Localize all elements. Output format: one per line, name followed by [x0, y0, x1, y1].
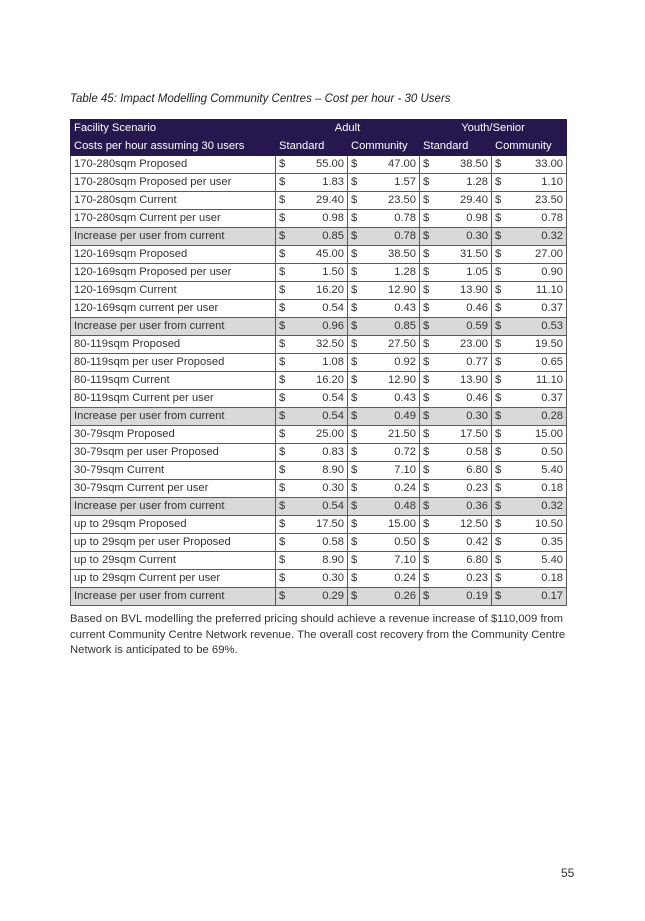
value-cell: 45.00: [293, 246, 348, 264]
table-row: [71, 228, 567, 246]
value-cell: 0.53: [509, 318, 567, 336]
currency-symbol: $: [492, 570, 509, 588]
currency-symbol: $: [276, 498, 293, 516]
value-cell: 21.50: [365, 426, 420, 444]
row-label: Increase per user from current: [71, 318, 276, 336]
currency-symbol: $: [492, 300, 509, 318]
currency-symbol: $: [420, 282, 437, 300]
page-number: 55: [561, 866, 575, 880]
currency-symbol: $: [276, 480, 293, 498]
currency-symbol: $: [420, 174, 437, 192]
row-label: 80-119sqm Proposed: [71, 336, 276, 354]
value-cell: 0.98: [293, 210, 348, 228]
currency-symbol: $: [492, 372, 509, 390]
table-row: [71, 282, 567, 300]
row-label: 30-79sqm Current: [71, 462, 276, 480]
value-cell: 0.54: [293, 390, 348, 408]
row-label: 80-119sqm Current per user: [71, 390, 276, 408]
table-row: [71, 534, 567, 552]
currency-symbol: $: [276, 408, 293, 426]
currency-symbol: $: [492, 534, 509, 552]
table-row: [71, 498, 567, 516]
value-cell: 7.10: [365, 462, 420, 480]
table-row: [71, 444, 567, 462]
currency-symbol: $: [420, 444, 437, 462]
currency-symbol: $: [492, 282, 509, 300]
value-cell: 0.92: [365, 354, 420, 372]
currency-symbol: $: [492, 552, 509, 570]
currency-symbol: $: [492, 408, 509, 426]
row-label: 120-169sqm current per user: [71, 300, 276, 318]
value-cell: 0.78: [365, 210, 420, 228]
table-row: [71, 516, 567, 534]
value-cell: 0.58: [293, 534, 348, 552]
row-label: 120-169sqm Proposed: [71, 246, 276, 264]
table-row: [71, 570, 567, 588]
currency-symbol: $: [492, 228, 509, 246]
currency-symbol: $: [420, 498, 437, 516]
currency-symbol: $: [492, 210, 509, 228]
row-label: 120-169sqm Current: [71, 282, 276, 300]
currency-symbol: $: [492, 390, 509, 408]
currency-symbol: $: [348, 462, 365, 480]
currency-symbol: $: [420, 264, 437, 282]
currency-symbol: $: [348, 444, 365, 462]
row-label: Increase per user from current: [71, 408, 276, 426]
value-cell: 0.96: [293, 318, 348, 336]
header-youth-community: Community: [492, 138, 567, 156]
row-label: up to 29sqm per user Proposed: [71, 534, 276, 552]
currency-symbol: $: [276, 552, 293, 570]
value-cell: 11.10: [509, 282, 567, 300]
currency-symbol: $: [276, 462, 293, 480]
value-cell: 0.29: [293, 588, 348, 606]
value-cell: 27.50: [365, 336, 420, 354]
row-label: 170-280sqm Proposed: [71, 156, 276, 174]
header-adult-community: Community: [348, 138, 420, 156]
value-cell: 1.57: [365, 174, 420, 192]
value-cell: 0.24: [365, 480, 420, 498]
currency-symbol: $: [420, 228, 437, 246]
value-cell: 0.50: [509, 444, 567, 462]
value-cell: 38.50: [437, 156, 492, 174]
value-cell: 17.50: [293, 516, 348, 534]
currency-symbol: $: [420, 588, 437, 606]
table-row: [71, 354, 567, 372]
currency-symbol: $: [420, 336, 437, 354]
currency-symbol: $: [420, 210, 437, 228]
currency-symbol: $: [348, 336, 365, 354]
currency-symbol: $: [348, 534, 365, 552]
value-cell: 15.00: [509, 426, 567, 444]
currency-symbol: $: [492, 516, 509, 534]
value-cell: 0.46: [437, 300, 492, 318]
value-cell: 12.50: [437, 516, 492, 534]
value-cell: 0.77: [437, 354, 492, 372]
value-cell: 0.98: [437, 210, 492, 228]
value-cell: 1.05: [437, 264, 492, 282]
value-cell: 29.40: [437, 192, 492, 210]
table-row: [71, 264, 567, 282]
currency-symbol: $: [348, 264, 365, 282]
currency-symbol: $: [276, 354, 293, 372]
value-cell: 8.90: [293, 462, 348, 480]
currency-symbol: $: [492, 480, 509, 498]
currency-symbol: $: [276, 426, 293, 444]
value-cell: 29.40: [293, 192, 348, 210]
value-cell: 0.37: [509, 390, 567, 408]
row-label: 30-79sqm Current per user: [71, 480, 276, 498]
value-cell: 1.10: [509, 174, 567, 192]
currency-symbol: $: [348, 498, 365, 516]
row-label: 80-119sqm Current: [71, 372, 276, 390]
currency-symbol: $: [420, 570, 437, 588]
value-cell: 1.50: [293, 264, 348, 282]
table-row: [71, 246, 567, 264]
value-cell: 0.78: [509, 210, 567, 228]
table-row: [71, 408, 567, 426]
value-cell: 0.32: [509, 498, 567, 516]
value-cell: 1.28: [365, 264, 420, 282]
table-caption: Table 45: Impact Modelling Community Centres – Cost per hour - 30 Users: [70, 93, 451, 105]
value-cell: 16.20: [293, 282, 348, 300]
header-youth-senior: Youth/Senior: [420, 120, 567, 138]
header-facility-scenario: Facility Scenario: [71, 120, 276, 138]
table-row: [71, 588, 567, 606]
currency-symbol: $: [348, 300, 365, 318]
row-label: 30-79sqm Proposed: [71, 426, 276, 444]
value-cell: 0.37: [509, 300, 567, 318]
value-cell: 0.24: [365, 570, 420, 588]
table-row: [71, 318, 567, 336]
currency-symbol: $: [276, 156, 293, 174]
value-cell: 0.65: [509, 354, 567, 372]
header-youth-standard: Standard: [420, 138, 492, 156]
table-row: [71, 462, 567, 480]
currency-symbol: $: [420, 462, 437, 480]
value-cell: 0.85: [293, 228, 348, 246]
currency-symbol: $: [492, 264, 509, 282]
currency-symbol: $: [348, 282, 365, 300]
value-cell: 10.50: [509, 516, 567, 534]
currency-symbol: $: [492, 426, 509, 444]
value-cell: 0.59: [437, 318, 492, 336]
table-row: [71, 372, 567, 390]
cost-per-hour-table: [70, 119, 567, 606]
value-cell: 0.43: [365, 390, 420, 408]
value-cell: 1.08: [293, 354, 348, 372]
value-cell: 0.18: [509, 570, 567, 588]
value-cell: 33.00: [509, 156, 567, 174]
value-cell: 13.90: [437, 372, 492, 390]
value-cell: 25.00: [293, 426, 348, 444]
value-cell: 0.30: [437, 228, 492, 246]
value-cell: 0.28: [509, 408, 567, 426]
row-label: Increase per user from current: [71, 498, 276, 516]
value-cell: 0.54: [293, 498, 348, 516]
value-cell: 0.54: [293, 300, 348, 318]
currency-symbol: $: [276, 210, 293, 228]
currency-symbol: $: [420, 300, 437, 318]
currency-symbol: $: [276, 174, 293, 192]
header-row-groups: [71, 120, 567, 138]
currency-symbol: $: [492, 192, 509, 210]
table-row: [71, 552, 567, 570]
currency-symbol: $: [348, 516, 365, 534]
currency-symbol: $: [348, 246, 365, 264]
row-label: 80-119sqm per user Proposed: [71, 354, 276, 372]
value-cell: 31.50: [437, 246, 492, 264]
value-cell: 23.00: [437, 336, 492, 354]
value-cell: 1.83: [293, 174, 348, 192]
currency-symbol: $: [348, 552, 365, 570]
currency-symbol: $: [348, 390, 365, 408]
value-cell: 15.00: [365, 516, 420, 534]
table-row: [71, 300, 567, 318]
currency-symbol: $: [348, 210, 365, 228]
currency-symbol: $: [348, 318, 365, 336]
currency-symbol: $: [420, 480, 437, 498]
row-label: 30-79sqm per user Proposed: [71, 444, 276, 462]
row-label: Increase per user from current: [71, 228, 276, 246]
value-cell: 0.35: [509, 534, 567, 552]
value-cell: 0.48: [365, 498, 420, 516]
value-cell: 13.90: [437, 282, 492, 300]
currency-symbol: $: [492, 174, 509, 192]
value-cell: 23.50: [509, 192, 567, 210]
value-cell: 0.43: [365, 300, 420, 318]
value-cell: 0.23: [437, 480, 492, 498]
table-row: [71, 390, 567, 408]
currency-symbol: $: [348, 570, 365, 588]
value-cell: 19.50: [509, 336, 567, 354]
value-cell: 0.49: [365, 408, 420, 426]
value-cell: 38.50: [365, 246, 420, 264]
value-cell: 0.50: [365, 534, 420, 552]
row-label: 120-169sqm Proposed per user: [71, 264, 276, 282]
value-cell: 23.50: [365, 192, 420, 210]
row-label: 170-280sqm Current: [71, 192, 276, 210]
currency-symbol: $: [348, 228, 365, 246]
table-row: [71, 480, 567, 498]
currency-symbol: $: [348, 156, 365, 174]
table-row: [71, 174, 567, 192]
currency-symbol: $: [420, 390, 437, 408]
value-cell: 0.18: [509, 480, 567, 498]
currency-symbol: $: [420, 552, 437, 570]
currency-symbol: $: [348, 588, 365, 606]
value-cell: 12.90: [365, 372, 420, 390]
header-adult: Adult: [276, 120, 420, 138]
currency-symbol: $: [420, 156, 437, 174]
value-cell: 7.10: [365, 552, 420, 570]
currency-symbol: $: [276, 228, 293, 246]
table-row: [71, 210, 567, 228]
table-row: [71, 192, 567, 210]
value-cell: 0.26: [365, 588, 420, 606]
value-cell: 0.17: [509, 588, 567, 606]
value-cell: 0.23: [437, 570, 492, 588]
value-cell: 0.42: [437, 534, 492, 552]
value-cell: 0.46: [437, 390, 492, 408]
table-body: [71, 120, 567, 606]
row-label: up to 29sqm Proposed: [71, 516, 276, 534]
currency-symbol: $: [492, 246, 509, 264]
row-label: up to 29sqm Current: [71, 552, 276, 570]
value-cell: 5.40: [509, 552, 567, 570]
value-cell: 0.90: [509, 264, 567, 282]
value-cell: 47.00: [365, 156, 420, 174]
currency-symbol: $: [276, 372, 293, 390]
currency-symbol: $: [276, 192, 293, 210]
value-cell: 0.32: [509, 228, 567, 246]
value-cell: 0.30: [293, 570, 348, 588]
currency-symbol: $: [276, 588, 293, 606]
value-cell: 12.90: [365, 282, 420, 300]
currency-symbol: $: [420, 426, 437, 444]
currency-symbol: $: [420, 516, 437, 534]
currency-symbol: $: [492, 336, 509, 354]
currency-symbol: $: [348, 372, 365, 390]
table-row: [71, 426, 567, 444]
currency-symbol: $: [348, 426, 365, 444]
currency-symbol: $: [348, 408, 365, 426]
value-cell: 55.00: [293, 156, 348, 174]
currency-symbol: $: [420, 192, 437, 210]
row-label: Increase per user from current: [71, 588, 276, 606]
currency-symbol: $: [276, 570, 293, 588]
currency-symbol: $: [420, 246, 437, 264]
value-cell: 0.78: [365, 228, 420, 246]
currency-symbol: $: [492, 354, 509, 372]
currency-symbol: $: [492, 498, 509, 516]
row-label: 170-280sqm Proposed per user: [71, 174, 276, 192]
value-cell: 32.50: [293, 336, 348, 354]
currency-symbol: $: [420, 408, 437, 426]
currency-symbol: $: [276, 264, 293, 282]
currency-symbol: $: [348, 354, 365, 372]
currency-symbol: $: [348, 192, 365, 210]
header-row-subgroups: [71, 138, 567, 156]
currency-symbol: $: [276, 336, 293, 354]
currency-symbol: $: [276, 534, 293, 552]
currency-symbol: $: [276, 300, 293, 318]
currency-symbol: $: [348, 480, 365, 498]
value-cell: 6.80: [437, 552, 492, 570]
currency-symbol: $: [276, 318, 293, 336]
row-label: up to 29sqm Current per user: [71, 570, 276, 588]
currency-symbol: $: [492, 318, 509, 336]
currency-symbol: $: [276, 516, 293, 534]
value-cell: 11.10: [509, 372, 567, 390]
value-cell: 1.28: [437, 174, 492, 192]
value-cell: 0.83: [293, 444, 348, 462]
summary-paragraph: Based on BVL modelling the preferred pricing should achieve a revenue increase of $110,009 from current Community Centre Network revenue. The overall cost recovery from the Community Centre Network is anticipated to be 69%.: [70, 613, 566, 656]
value-cell: 0.19: [437, 588, 492, 606]
header-costs-per-hour: Costs per hour assuming 30 users: [71, 138, 276, 156]
currency-symbol: $: [348, 174, 365, 192]
currency-symbol: $: [420, 372, 437, 390]
currency-symbol: $: [492, 156, 509, 174]
value-cell: 0.30: [293, 480, 348, 498]
currency-symbol: $: [420, 318, 437, 336]
currency-symbol: $: [276, 444, 293, 462]
value-cell: 0.30: [437, 408, 492, 426]
currency-symbol: $: [492, 462, 509, 480]
row-label: 170-280sqm Current per user: [71, 210, 276, 228]
table-row: [71, 156, 567, 174]
currency-symbol: $: [276, 390, 293, 408]
value-cell: 8.90: [293, 552, 348, 570]
value-cell: 0.85: [365, 318, 420, 336]
value-cell: 0.72: [365, 444, 420, 462]
value-cell: 0.58: [437, 444, 492, 462]
currency-symbol: $: [420, 354, 437, 372]
header-adult-standard: Standard: [276, 138, 348, 156]
value-cell: 16.20: [293, 372, 348, 390]
value-cell: 17.50: [437, 426, 492, 444]
table-row: [71, 336, 567, 354]
currency-symbol: $: [420, 534, 437, 552]
currency-symbol: $: [276, 282, 293, 300]
currency-symbol: $: [492, 444, 509, 462]
value-cell: 27.00: [509, 246, 567, 264]
value-cell: 5.40: [509, 462, 567, 480]
value-cell: 6.80: [437, 462, 492, 480]
currency-symbol: $: [492, 588, 509, 606]
currency-symbol: $: [276, 246, 293, 264]
value-cell: 0.36: [437, 498, 492, 516]
value-cell: 0.54: [293, 408, 348, 426]
